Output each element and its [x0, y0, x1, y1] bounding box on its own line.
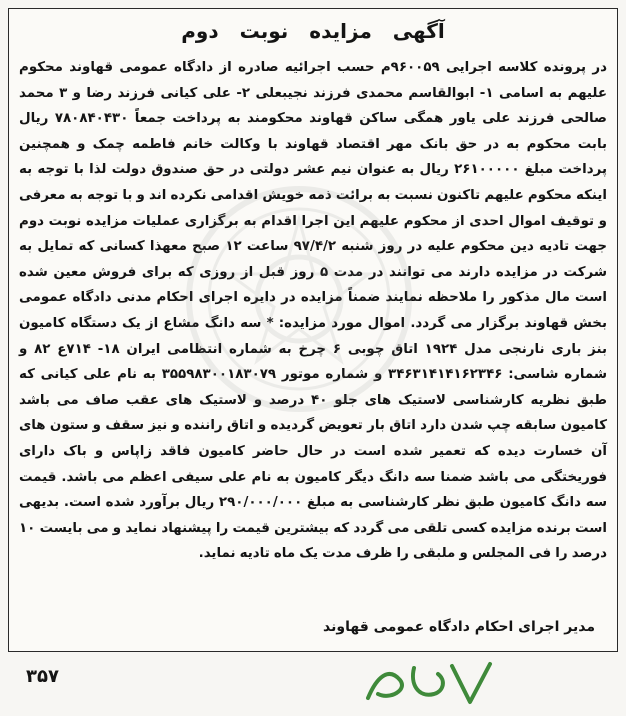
notice-frame — [8, 8, 618, 652]
notice-title: آگهی مزایده نوبت دوم — [181, 19, 445, 43]
notice-body: در پرونده کلاسه اجرایی ۹۶۰۰۵۹م حسب اجرائیه صادره از دادگاه عمومی قهاوند محکوم علیهم به اسامی ۱- ابوالقاسم محمدی فرزند نجیبعلی ۲- علی کیانی فرزند رضا و ۳ محمد صالحی فرزند علی یاور همگی ساکن قهاوند محکومند به پرداخت جمعاً ۷۸۰۸۴۰۴۳۰ ریال بابت محکوم به در حق بانک مهر اقتصاد قهاوند با وکالت خانم فاطمه چمک و همچنین پرداخت مبلغ ۲۶۱۰۰۰۰۰ ریال به عنوان نیم عشر دولتی در حق صندوق دولت لذا با توجه به اینکه محکوم علیهم تاکنون نسبت به برائت ذمه خویش اقدامی نکرده اند و با توجه به معرفی و توقیف اموال احدی از محکوم علیهم این اجرا اقدام به برگزاری عملیات مزایده نوبت دوم جهت تادیه دین محکوم علیه در روز شنبه ۹۷/۴/۲ ساعت ۱۲ صبح معهذا کسانی که تمایل به شرکت در مزایده دارند می توانند در مدت ۵ روز قبل از روزی که برای فروش معین شده است مال مذکور را ملاحظه نمایند ضمناً مزایده در دایره اجرای احکام مدنی دادگاه عمومی بخش قهاوند برگزار می گردد. اموال مورد مزایده: * سه دانگ مشاع از یک دستگاه کامیون بنز باری نارنجی مدل ۱۹۲۴ اتاق چوبی ۶ چرخ به شماره انتظامی ایران ۱۸- ۷۱۴ع ۸۲ و شماره شاسی: ۳۴۶۳۱۴۱۴۱۶۲۳۴۶ و شماره موتور ۳۵۵۹۸۳۰۰۱۸۳۰۷۹ به نام علی کیانی که طبق نظریه کارشناسی لاستیک های جلو ۴۰ درصد و لاستیک های عقب صاف می باشد کامیون سابقه چپ شدن دارد اتاق بار تعویض گردیده و اتاق راننده و نیز سقف و ستون های آن خسارت دیده که تعمیر شده است در حال حاضر کامیون فاقد زاپاس و باک دارای فوریختگی می باشد ضمنا سه دانگ دیگر کامیون به نام علی سیفی اعظم می باشد. قیمت سه دانگ کامیون طبق نظر کارشناسی به مبلغ ۲۹۰/۰۰۰/۰۰۰ ریال برآورد شده است. بدیهی است برنده مزایده کسی تلقی می گردد که بیشترین قیمت را پیشنهاد نماید و می بایست ۱۰ درصد را فی المجلس و ملبقی را ظرف مدت یک ماه تادیه نماید. — [19, 60, 607, 562]
page-number: ۳۵۷ — [26, 666, 59, 687]
handwritten-number — [360, 654, 500, 712]
notice-signature: مدیر اجرای احکام دادگاه عمومی قهاوند — [323, 619, 595, 635]
